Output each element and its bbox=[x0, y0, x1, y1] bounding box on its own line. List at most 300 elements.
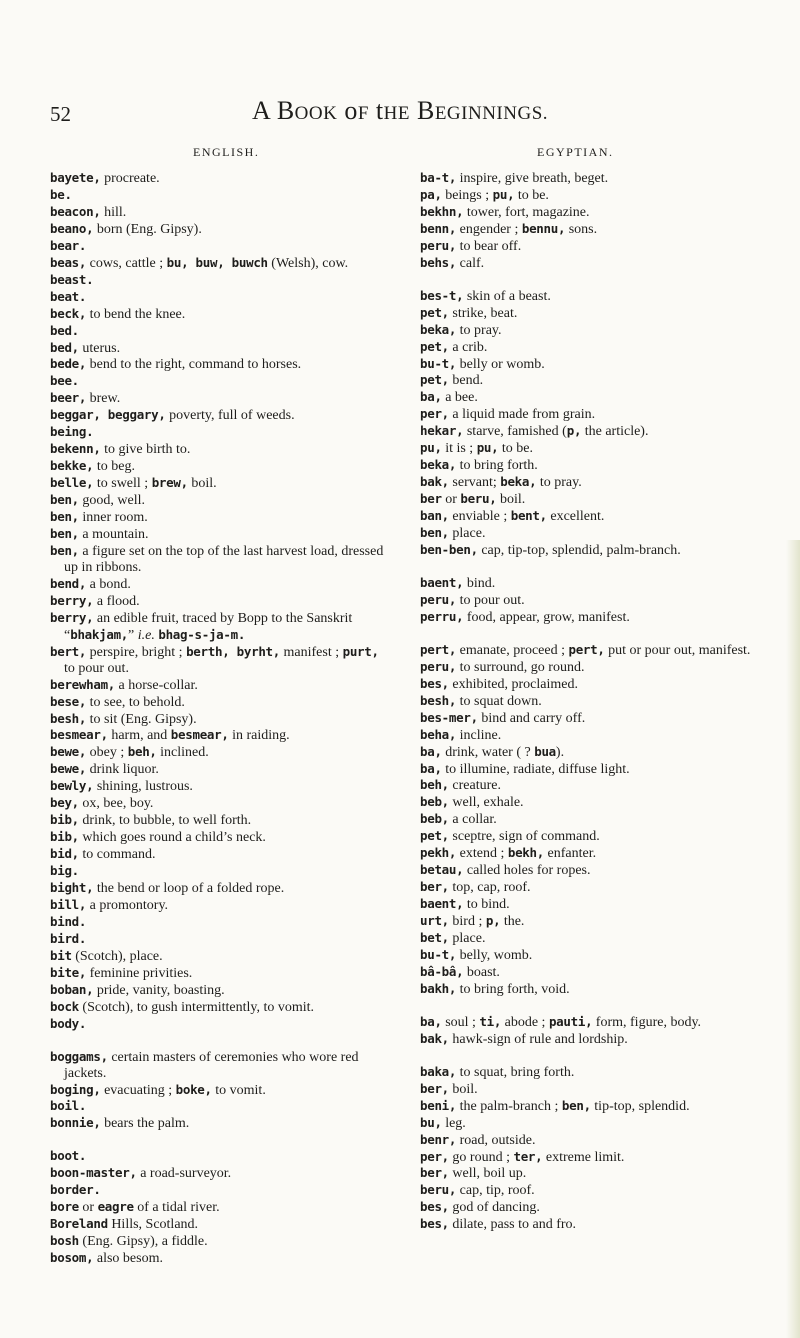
egyptian-entry bbox=[420, 322, 765, 339]
gloss-text: of a tidal river. bbox=[133, 1200, 220, 1216]
egyptian-entry bbox=[420, 777, 765, 794]
egyptian-entry bbox=[420, 389, 765, 406]
headword: bite, bbox=[50, 964, 87, 980]
gloss-text: to command. bbox=[78, 847, 156, 863]
headword: bight, bbox=[50, 880, 94, 896]
headword: pu, bbox=[492, 186, 515, 202]
gloss-text: well, boil up. bbox=[448, 1166, 527, 1182]
egyptian-entry bbox=[420, 457, 765, 474]
headword: ba, bbox=[420, 1013, 442, 1029]
headword: bennu, bbox=[521, 220, 566, 236]
headword: bird. bbox=[50, 930, 87, 946]
egyptian-entry bbox=[420, 1199, 765, 1216]
egyptian-entry bbox=[420, 170, 765, 187]
gloss-text: it is ; bbox=[441, 441, 477, 457]
headword: bit bbox=[50, 947, 72, 963]
gloss-text: creature. bbox=[448, 778, 501, 794]
english-entry bbox=[50, 1216, 390, 1233]
headword: ber, bbox=[420, 879, 449, 895]
headword: bear. bbox=[50, 237, 87, 253]
egyptian-entry bbox=[420, 255, 765, 272]
headword: beat. bbox=[50, 288, 87, 304]
english-entry bbox=[50, 1016, 390, 1033]
gloss-text: go round ; bbox=[448, 1149, 514, 1165]
egyptian-entry bbox=[420, 204, 765, 221]
gloss-text: incline. bbox=[456, 727, 502, 743]
english-entry bbox=[50, 475, 390, 492]
headword: bore bbox=[50, 1199, 79, 1215]
gloss-text: a crib. bbox=[448, 339, 488, 355]
egyptian-column bbox=[420, 170, 765, 1233]
egyptian-entry bbox=[420, 1098, 765, 1115]
headword: bert, bbox=[50, 643, 87, 659]
english-entry bbox=[50, 255, 390, 272]
headword: bese, bbox=[50, 693, 87, 709]
headword: boot. bbox=[50, 1148, 87, 1164]
headword: be. bbox=[50, 186, 72, 202]
headword: bet, bbox=[420, 930, 449, 946]
headword: ben-ben, bbox=[420, 542, 478, 558]
gloss-text: bird ; bbox=[448, 914, 486, 930]
english-entry bbox=[50, 221, 390, 238]
gloss-text: to be. bbox=[514, 187, 549, 203]
headword: bes, bbox=[420, 675, 449, 691]
headword: brew, bbox=[151, 475, 188, 491]
egyptian-entry bbox=[420, 845, 765, 862]
headword: bib, bbox=[50, 812, 79, 828]
egyptian-entry bbox=[420, 406, 765, 423]
egyptian-entry bbox=[420, 609, 765, 626]
headword: ben, bbox=[50, 492, 79, 508]
egyptian-entry bbox=[420, 727, 765, 744]
english-entry bbox=[50, 880, 390, 897]
gloss-text: road, outside. bbox=[456, 1132, 536, 1148]
gloss-text: strike, beat. bbox=[448, 305, 518, 321]
egyptian-entry bbox=[420, 491, 765, 508]
running-head-title: A BOOK oF tHE BEGINNINGS. bbox=[251, 96, 549, 125]
gloss-text: inspire, give breath, beget. bbox=[456, 171, 609, 186]
gloss-text: cap, tip, roof. bbox=[456, 1183, 535, 1199]
gloss-text: place. bbox=[448, 931, 486, 947]
headword: ba, bbox=[420, 743, 442, 759]
headword: pekh, bbox=[420, 845, 457, 861]
gloss-text: a figure set on the top of the last harvest load, dressed up in ribbons. bbox=[64, 543, 384, 575]
headword: beru, bbox=[460, 491, 497, 507]
gloss-text: bind and carry off. bbox=[477, 710, 586, 726]
gloss-text: to see, to behold. bbox=[86, 694, 185, 710]
egyptian-entry bbox=[420, 187, 765, 204]
headword: boging, bbox=[50, 1081, 101, 1097]
gloss-text: put or pour out, manifest. bbox=[604, 642, 751, 658]
english-entry bbox=[50, 999, 390, 1016]
egyptian-entry bbox=[420, 659, 765, 676]
headword: bewe, bbox=[50, 761, 87, 777]
egyptian-entry bbox=[420, 981, 765, 998]
headword: eagre bbox=[97, 1199, 134, 1215]
headword: benn, bbox=[420, 220, 457, 236]
headword: bekh, bbox=[507, 845, 544, 861]
headword: bent, bbox=[510, 508, 547, 524]
headword: baent, bbox=[420, 896, 464, 912]
headword: boon-master, bbox=[50, 1165, 137, 1181]
headword: perru, bbox=[420, 608, 464, 624]
egyptian-entry bbox=[420, 1081, 765, 1098]
headword: besmear, bbox=[170, 727, 229, 743]
headword: ber, bbox=[420, 1080, 449, 1096]
egyptian-entry bbox=[420, 339, 765, 356]
headword: per, bbox=[420, 406, 449, 422]
headword: bed, bbox=[50, 339, 79, 355]
gloss-text: the palm-branch ; bbox=[456, 1098, 562, 1114]
gloss-text: which goes round a child’s neck. bbox=[78, 830, 266, 846]
gloss-text: dilate, pass to and fro. bbox=[448, 1217, 577, 1233]
gloss-text: ” bbox=[128, 627, 138, 643]
egyptian-entry bbox=[420, 575, 765, 592]
gloss-text: cows, cattle ; bbox=[86, 255, 167, 271]
headword: p, bbox=[485, 913, 501, 929]
english-entry bbox=[50, 340, 390, 357]
egyptian-entry bbox=[420, 1132, 765, 1149]
egyptian-entry bbox=[420, 862, 765, 879]
english-entry bbox=[50, 458, 390, 475]
headword: bu-t, bbox=[420, 946, 457, 962]
headword: beni, bbox=[420, 1097, 457, 1113]
headword: pauti, bbox=[548, 1013, 593, 1029]
gloss-text: to bring forth. bbox=[456, 458, 538, 474]
egyptian-entry bbox=[420, 238, 765, 255]
egyptian-entry bbox=[420, 508, 765, 525]
gloss-text: enviable ; bbox=[448, 509, 511, 525]
gloss-text: to squat, bring forth. bbox=[456, 1064, 575, 1080]
egyptian-entry bbox=[420, 474, 765, 491]
headword: berewham, bbox=[50, 676, 116, 692]
gloss-text: to bear off. bbox=[456, 238, 522, 254]
headword: Boreland bbox=[50, 1216, 108, 1232]
gloss-text: perspire, bright ; bbox=[86, 644, 187, 660]
english-entry bbox=[50, 948, 390, 965]
gloss-text: to surround, go round. bbox=[456, 659, 585, 675]
gloss-text: pride, vanity, boasting. bbox=[93, 982, 225, 998]
english-entry bbox=[50, 407, 390, 424]
gloss-text: inner room. bbox=[78, 510, 148, 526]
headword: bakh, bbox=[420, 980, 457, 996]
gloss-text: a road-surveyor. bbox=[136, 1166, 232, 1182]
gloss-text: or bbox=[441, 492, 461, 508]
gloss-text: a liquid made from grain. bbox=[448, 407, 596, 423]
headword: beka, bbox=[420, 321, 457, 337]
headword: ter, bbox=[513, 1148, 543, 1164]
gloss-text: cap, tip-top, splendid, palm-branch. bbox=[477, 543, 681, 559]
headword: beka, bbox=[500, 474, 537, 490]
gloss-text: inclined. bbox=[156, 745, 209, 761]
gloss-text: to bind. bbox=[463, 897, 510, 913]
gloss-text: to bring forth, void. bbox=[456, 981, 570, 997]
english-entry bbox=[50, 170, 390, 187]
gloss-text: called holes for ropes. bbox=[463, 863, 591, 879]
headword: beas, bbox=[50, 254, 87, 270]
egyptian-entry bbox=[420, 693, 765, 710]
english-entry bbox=[50, 829, 390, 846]
headword: ben, bbox=[420, 525, 449, 541]
egyptian-entry bbox=[420, 879, 765, 896]
english-entry bbox=[50, 576, 390, 593]
headword: benr, bbox=[420, 1131, 457, 1147]
gloss-text: (Welsh), cow. bbox=[267, 255, 349, 271]
headword: ben, bbox=[50, 509, 79, 525]
english-column bbox=[50, 170, 390, 1267]
headword: hekar, bbox=[420, 423, 464, 439]
gloss-text: belly or womb. bbox=[456, 356, 545, 372]
headword: boke, bbox=[175, 1081, 212, 1097]
english-entry bbox=[50, 914, 390, 931]
gloss-text: engender ; bbox=[456, 221, 522, 237]
headword: beb, bbox=[420, 811, 449, 827]
gloss-text: poverty, full of weeds. bbox=[165, 408, 295, 424]
english-entry bbox=[50, 1233, 390, 1250]
gloss-text: brew. bbox=[86, 391, 121, 407]
egyptian-entry bbox=[420, 1115, 765, 1132]
headword: beggar, beggary, bbox=[50, 407, 166, 423]
gloss-text: bend to the right, command to horses. bbox=[86, 357, 302, 373]
headword: bak, bbox=[420, 1030, 449, 1046]
gloss-text: calf. bbox=[456, 255, 485, 271]
italic-text: i.e. bbox=[137, 627, 155, 643]
headword: being. bbox=[50, 424, 94, 440]
gloss-text: to vomit. bbox=[211, 1082, 266, 1098]
gloss-text: bears the palm. bbox=[100, 1116, 190, 1132]
headword: berth, byrht, bbox=[186, 643, 280, 659]
gloss-text: extreme limit. bbox=[542, 1149, 625, 1165]
english-entry bbox=[50, 1199, 390, 1216]
gloss-text: feminine privities. bbox=[86, 965, 193, 981]
headword: bekke, bbox=[50, 458, 94, 474]
headword: bhag-s-ja-m. bbox=[158, 626, 246, 642]
headword: pu, bbox=[420, 440, 442, 456]
gloss-text: drink, water ( ? bbox=[441, 744, 535, 760]
gloss-text: leg. bbox=[441, 1115, 466, 1131]
egyptian-entry bbox=[420, 1149, 765, 1166]
column-heading-egyptian: EGYPTIAN. bbox=[537, 145, 614, 159]
egyptian-entry bbox=[420, 1014, 765, 1031]
gloss-text: boast. bbox=[463, 964, 500, 980]
gloss-text: to pour out. bbox=[64, 660, 129, 676]
headword: pet, bbox=[420, 828, 449, 844]
gloss-text: (Scotch), to gush intermittently, to vomit. bbox=[78, 999, 315, 1015]
egyptian-entry bbox=[420, 423, 765, 440]
headword: bes-t, bbox=[420, 287, 464, 303]
headword: beast. bbox=[50, 271, 94, 287]
page-edge-stain bbox=[786, 540, 800, 1338]
gloss-text: soul ; bbox=[441, 1014, 480, 1030]
english-entry bbox=[50, 187, 390, 204]
gloss-text: or bbox=[78, 1200, 98, 1216]
headword: bes-mer, bbox=[420, 709, 478, 725]
gloss-text: to pray. bbox=[536, 475, 582, 491]
headword: bâ-bâ, bbox=[420, 963, 464, 979]
english-entry bbox=[50, 509, 390, 526]
english-entry bbox=[50, 778, 390, 795]
english-entry bbox=[50, 744, 390, 761]
egyptian-entry bbox=[420, 744, 765, 761]
headword: bu, bbox=[420, 1114, 442, 1130]
english-entry bbox=[50, 424, 390, 441]
gloss-text: starve, famished ( bbox=[463, 424, 567, 440]
headword: peru, bbox=[420, 591, 457, 607]
english-entry bbox=[50, 812, 390, 829]
egyptian-entry bbox=[420, 356, 765, 373]
english-entry bbox=[50, 795, 390, 812]
headword: border. bbox=[50, 1182, 101, 1198]
gloss-text: uterus. bbox=[78, 340, 121, 356]
egyptian-entry bbox=[420, 542, 765, 559]
headword: bua bbox=[534, 743, 556, 759]
headword: peru, bbox=[420, 237, 457, 253]
english-entry bbox=[50, 289, 390, 306]
gloss-text: the article). bbox=[581, 424, 649, 440]
english-entry bbox=[50, 644, 390, 677]
headword: belle, bbox=[50, 475, 94, 491]
headword: ba, bbox=[420, 389, 442, 405]
headword: ber, bbox=[420, 1165, 449, 1181]
headword: baent, bbox=[420, 574, 464, 590]
egyptian-entry bbox=[420, 710, 765, 727]
gloss-text: a promontory. bbox=[86, 897, 169, 913]
headword: big. bbox=[50, 863, 79, 879]
headword: bind. bbox=[50, 913, 87, 929]
headword: purt, bbox=[342, 643, 379, 659]
headword: bede, bbox=[50, 356, 87, 372]
egyptian-entry bbox=[420, 440, 765, 457]
english-entry bbox=[50, 931, 390, 948]
gloss-text: hawk-sign of rule and lordship. bbox=[448, 1031, 628, 1047]
gloss-text: servant; bbox=[448, 475, 501, 491]
headword: ben, bbox=[561, 1097, 591, 1113]
english-entry bbox=[50, 761, 390, 778]
headword: beha, bbox=[420, 726, 457, 742]
gloss-text: manifest ; bbox=[280, 644, 343, 660]
gloss-text: (Scotch), place. bbox=[71, 948, 163, 964]
english-entry bbox=[50, 727, 390, 744]
gloss-text: to beg. bbox=[93, 459, 135, 475]
headword: besh, bbox=[50, 710, 87, 726]
gloss-text: sceptre, sign of command. bbox=[448, 829, 600, 845]
headword: beh, bbox=[127, 744, 157, 760]
gloss-text: tip-top, splendid. bbox=[590, 1098, 690, 1114]
headword: bewe, bbox=[50, 744, 87, 760]
headword: pa, bbox=[420, 186, 442, 202]
headword: beka, bbox=[420, 457, 457, 473]
english-entry bbox=[50, 965, 390, 982]
gloss-text: boil. bbox=[496, 492, 526, 508]
gloss-text: to give birth to. bbox=[100, 442, 191, 458]
headword: pert, bbox=[568, 641, 605, 657]
english-entry bbox=[50, 492, 390, 509]
gloss-text: exhibited, proclaimed. bbox=[448, 676, 578, 692]
egyptian-entry bbox=[420, 964, 765, 981]
headword: ba, bbox=[420, 760, 442, 776]
headword: boggams, bbox=[50, 1048, 108, 1064]
english-entry bbox=[50, 982, 390, 999]
english-entry bbox=[50, 711, 390, 728]
egyptian-entry bbox=[420, 794, 765, 811]
headword: bekenn, bbox=[50, 441, 101, 457]
gloss-text: also besom. bbox=[93, 1251, 163, 1267]
headword: per, bbox=[420, 1148, 449, 1164]
headword: boban, bbox=[50, 981, 94, 997]
headword: bosh bbox=[50, 1233, 79, 1249]
gloss-text: a bond. bbox=[86, 576, 131, 592]
egyptian-entry bbox=[420, 288, 765, 305]
gloss-text: to pour out. bbox=[456, 592, 525, 608]
egyptian-entry bbox=[420, 1182, 765, 1199]
headword: ti, bbox=[479, 1013, 502, 1029]
gloss-text: sons. bbox=[565, 221, 598, 237]
gloss-text: a bee. bbox=[441, 390, 478, 406]
gloss-text: well, exhale. bbox=[448, 795, 524, 811]
gloss-text: to swell ; bbox=[93, 476, 152, 492]
headword: bid, bbox=[50, 846, 79, 862]
english-entry bbox=[50, 694, 390, 711]
headword: bill, bbox=[50, 896, 87, 912]
headword: urt, bbox=[420, 913, 449, 929]
headword: beb, bbox=[420, 794, 449, 810]
headword: bewly, bbox=[50, 778, 94, 794]
headword: beh, bbox=[420, 777, 449, 793]
english-entry bbox=[50, 677, 390, 694]
english-entry bbox=[50, 610, 390, 644]
egyptian-entry bbox=[420, 896, 765, 913]
gloss-text: drink liquor. bbox=[86, 762, 159, 778]
headword: beru, bbox=[420, 1182, 457, 1198]
english-entry bbox=[50, 441, 390, 458]
headword: p, bbox=[566, 423, 582, 439]
gloss-text: shining, lustrous. bbox=[93, 779, 193, 795]
gloss-text: a flood. bbox=[93, 593, 140, 609]
headword: bayete, bbox=[50, 170, 101, 185]
headword: boil. bbox=[50, 1098, 87, 1114]
headword: bed. bbox=[50, 322, 79, 338]
gloss-text: skin of a beast. bbox=[463, 288, 551, 304]
gloss-text: in raiding. bbox=[228, 728, 290, 744]
headword: besmear, bbox=[50, 727, 108, 743]
gloss-text: excellent. bbox=[546, 509, 605, 525]
gloss-text: belly, womb. bbox=[456, 947, 533, 963]
english-entry bbox=[50, 846, 390, 863]
headword: pet, bbox=[420, 304, 449, 320]
gloss-text: evacuating ; bbox=[100, 1082, 176, 1098]
headword: peru, bbox=[420, 658, 457, 674]
gloss-text: procreate. bbox=[100, 171, 160, 186]
english-entry bbox=[50, 526, 390, 543]
egyptian-entry bbox=[420, 642, 765, 659]
english-entry bbox=[50, 323, 390, 340]
gloss-text: to squat down. bbox=[456, 693, 542, 709]
english-entry bbox=[50, 356, 390, 373]
english-entry bbox=[50, 390, 390, 407]
headword: beck, bbox=[50, 305, 87, 321]
gloss-text: a collar. bbox=[448, 812, 497, 828]
egyptian-entry bbox=[420, 305, 765, 322]
headword: ben, bbox=[50, 526, 79, 542]
gloss-text: beings ; bbox=[441, 187, 493, 203]
headword: bey, bbox=[50, 795, 79, 811]
gloss-text: food, appear, grow, manifest. bbox=[463, 609, 630, 625]
column-heading-english: ENGLISH. bbox=[193, 145, 260, 159]
headword: ba-t, bbox=[420, 170, 457, 185]
headword: bhakjam, bbox=[70, 626, 129, 642]
headword: behs, bbox=[420, 254, 457, 270]
gloss-text: a mountain. bbox=[78, 527, 149, 543]
